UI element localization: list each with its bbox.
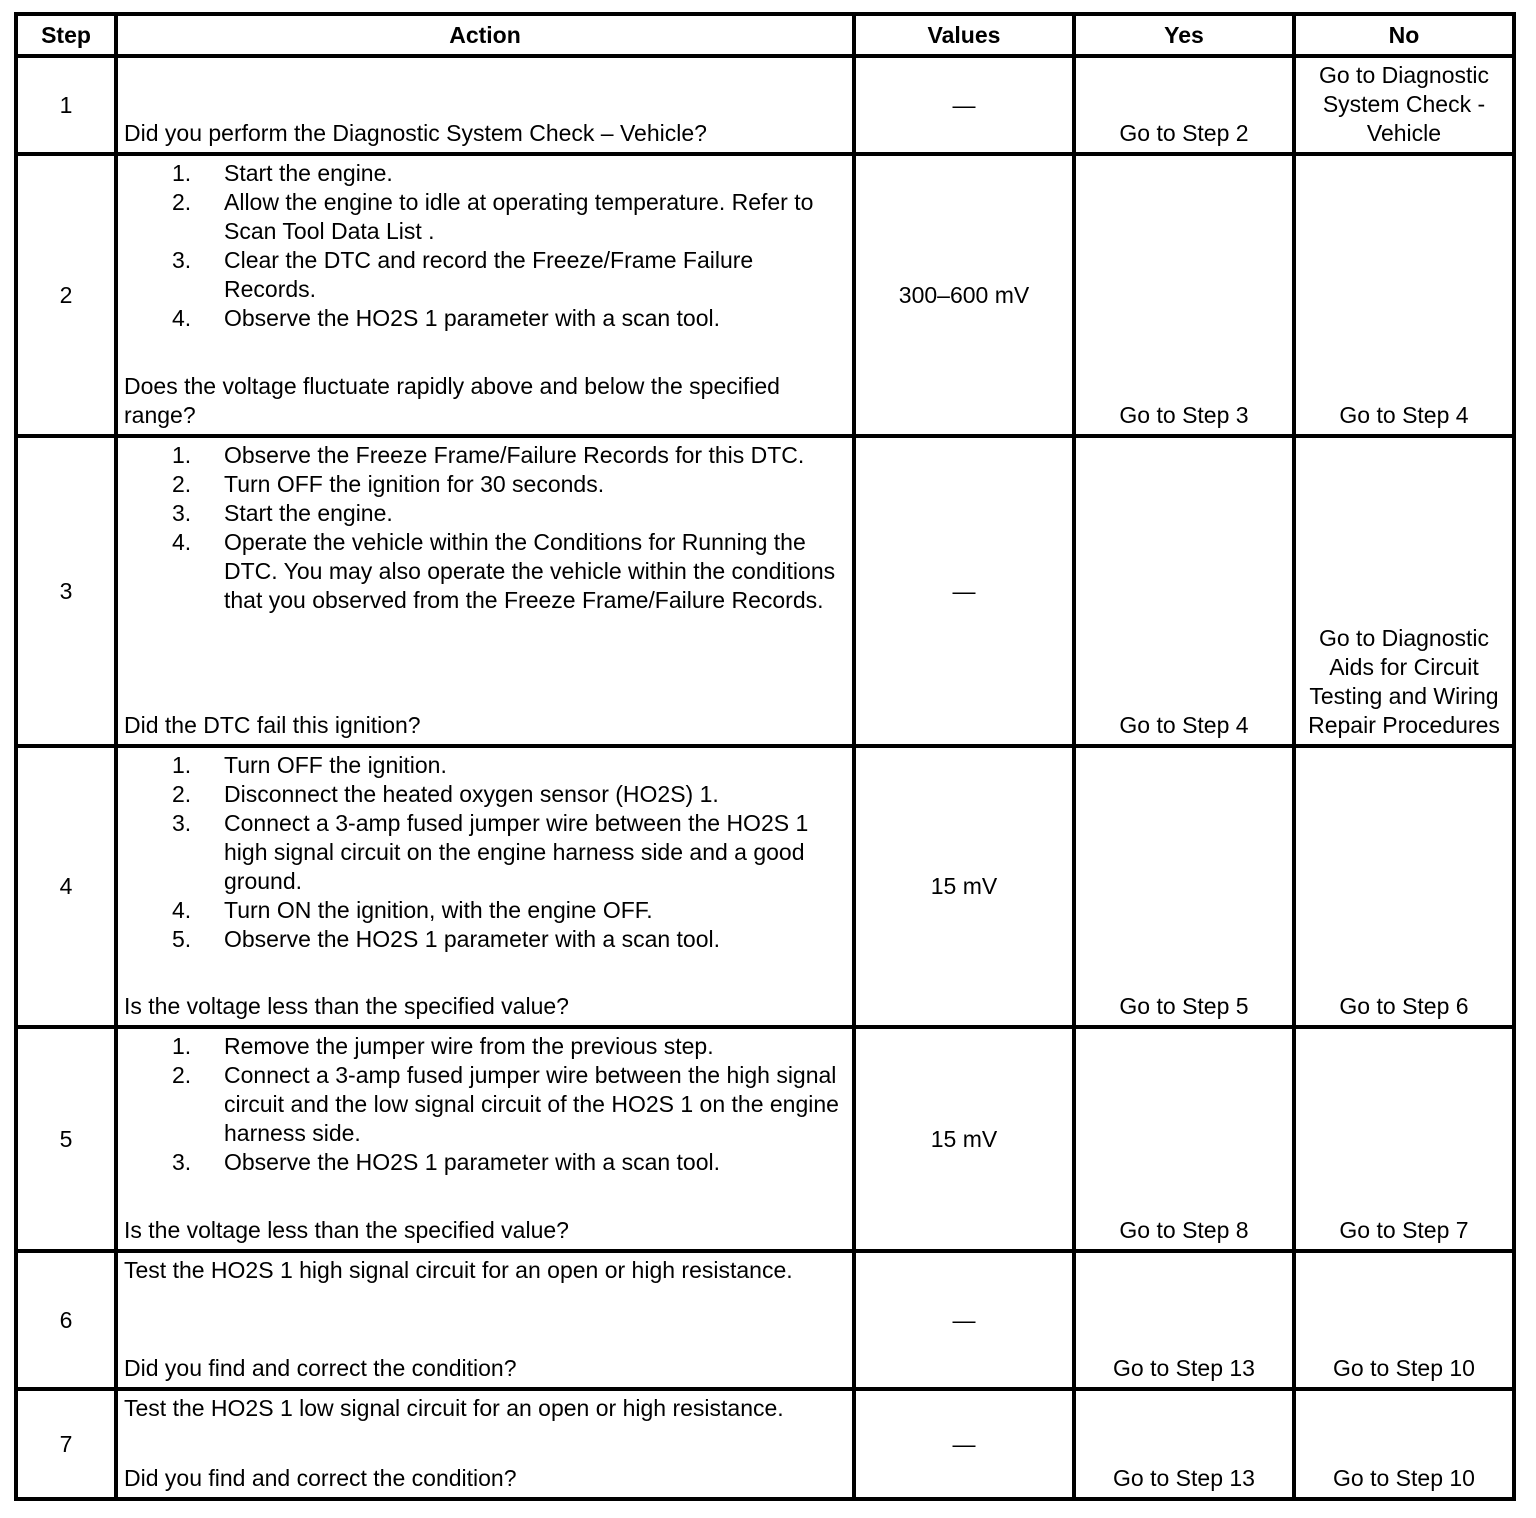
table-row [16,1027,1514,1251]
action-steps-list [124,159,844,333]
action-question: Is the voltage less than the specified value? [124,1217,569,1243]
no-cell: Go to Step 4 [1294,154,1514,436]
action-step-number: 2. [172,189,192,215]
action-step-number: 1. [172,160,192,186]
action-step-number: 3. [172,247,192,273]
action-steps-list [124,1032,844,1177]
action-step-item [124,896,844,925]
action-step-number: 2. [172,471,192,497]
action-step-number: 3. [172,810,192,836]
yes-cell: Go to Step 2 [1074,56,1294,154]
action-step-item [124,304,844,333]
action-step-text: Turn OFF the ignition for 30 seconds. [224,471,605,497]
action-step-item [124,925,844,954]
step-number: 4 [16,746,116,1027]
table-row [16,1389,1514,1499]
action-step-number: 3. [172,500,192,526]
action-step-number: 3. [172,1149,192,1175]
value-cell: — [854,1251,1074,1389]
action-step-item [124,1061,844,1148]
yes-cell: Go to Step 8 [1074,1027,1294,1251]
table-row [16,154,1514,436]
action-cell [116,1389,854,1499]
action-step-text: Disconnect the heated oxygen sensor (HO2S) 1. [224,781,719,807]
action-cell [116,436,854,746]
action-step-number: 2. [172,1062,192,1088]
diagnostic-table-sheet [14,12,1516,1500]
action-step-text: Observe the HO2S 1 parameter with a scan tool. [224,926,721,952]
action-steps-list [124,441,844,615]
action-step-item [124,470,844,499]
step-number: 6 [16,1251,116,1389]
header-step: Step [16,14,116,56]
action-cell [116,1251,854,1389]
action-question: Does the voltage fluctuate rapidly above and below the specified range? [124,373,780,428]
header-values: Values [854,14,1074,56]
step-number: 3 [16,436,116,746]
header-action: Action [116,14,854,56]
yes-cell: Go to Step 4 [1074,436,1294,746]
action-step-text: Turn OFF the ignition. [224,752,447,778]
action-step-text: Clear the DTC and record the Freeze/Frame Failure Records. [224,247,754,302]
action-question: Did the DTC fail this ignition? [124,712,421,738]
value-cell: — [854,56,1074,154]
yes-cell: Go to Step 13 [1074,1251,1294,1389]
action-step-text: Start the engine. [224,500,393,526]
diagnostic-table [14,12,1516,1501]
yes-cell: Go to Step 5 [1074,746,1294,1027]
action-step-text: Remove the jumper wire from the previous step. [224,1033,714,1059]
action-cell [116,746,854,1027]
value-cell: — [854,1389,1074,1499]
action-step-item [124,1032,844,1061]
action-step-item [124,246,844,304]
no-cell: Go to Step 6 [1294,746,1514,1027]
action-step-item [124,809,844,896]
value-cell: 15 mV [854,746,1074,1027]
no-cell: Go to Step 10 [1294,1389,1514,1499]
action-cell [116,1027,854,1251]
action-step-item [124,751,844,780]
action-step-number: 1. [172,752,192,778]
action-step-item [124,188,844,246]
action-step-text: Observe the Freeze Frame/Failure Records for this DTC. [224,442,805,468]
action-cell [116,56,854,154]
table-body [16,56,1514,1499]
action-step-text: Observe the HO2S 1 parameter with a scan tool. [224,305,721,331]
action-step-text: Start the engine. [224,160,393,186]
table-row [16,1251,1514,1389]
action-step-number: 1. [172,442,192,468]
action-steps-list [124,751,844,954]
action-step-text: Connect a 3-amp fused jumper wire between the high signal circuit and the low signal circuit of the HO2S 1 on the engine harness side. [224,1062,839,1146]
action-step-number: 2. [172,781,192,807]
action-step-text: Connect a 3-amp fused jumper wire between the HO2S 1 high signal circuit on the engine harness side and a good ground. [224,810,809,894]
no-cell: Go to Diagnostic Aids for Circuit Testing and Wiring Repair Procedures [1294,436,1514,746]
value-cell: — [854,436,1074,746]
action-step-item [124,441,844,470]
step-number: 5 [16,1027,116,1251]
action-question: Did you find and correct the condition? [124,1465,517,1491]
table-row [16,56,1514,154]
action-instruction: Test the HO2S 1 high signal circuit for an open or high resistance. [124,1257,793,1283]
no-cell: Go to Step 7 [1294,1027,1514,1251]
action-step-text: Observe the HO2S 1 parameter with a scan tool. [224,1149,721,1175]
action-step-item [124,780,844,809]
action-step-number: 4. [172,897,192,923]
value-cell: 300–600 mV [854,154,1074,436]
header-yes: Yes [1074,14,1294,56]
action-step-number: 5. [172,926,192,952]
action-step-number: 4. [172,305,192,331]
action-question: Is the voltage less than the specified value? [124,993,569,1019]
step-number: 1 [16,56,116,154]
no-cell: Go to Step 10 [1294,1251,1514,1389]
action-step-item [124,1148,844,1177]
action-question: Did you find and correct the condition? [124,1355,517,1381]
no-cell: Go to Diagnostic System Check - Vehicle [1294,56,1514,154]
yes-cell: Go to Step 13 [1074,1389,1294,1499]
step-number: 7 [16,1389,116,1499]
action-step-text: Turn ON the ignition, with the engine OFF. [224,897,653,923]
action-step-text: Allow the engine to idle at operating temperature. Refer to Scan Tool Data List . [224,189,814,244]
action-instruction: Test the HO2S 1 low signal circuit for an open or high resistance. [124,1395,784,1421]
action-step-item [124,528,844,615]
action-cell [116,154,854,436]
value-cell: 15 mV [854,1027,1074,1251]
table-row [16,746,1514,1027]
step-number: 2 [16,154,116,436]
action-step-item [124,159,844,188]
action-question: Did you perform the Diagnostic System Check – Vehicle? [124,120,707,146]
action-step-item [124,499,844,528]
yes-cell: Go to Step 3 [1074,154,1294,436]
table-row [16,436,1514,746]
header-no: No [1294,14,1514,56]
action-step-number: 1. [172,1033,192,1059]
header-row [16,14,1514,56]
action-step-number: 4. [172,529,192,555]
action-step-text: Operate the vehicle within the Conditions for Running the DTC. You may also operate the vehicle within the conditions that you observed from the Freeze Frame/Failure Records. [224,529,836,613]
